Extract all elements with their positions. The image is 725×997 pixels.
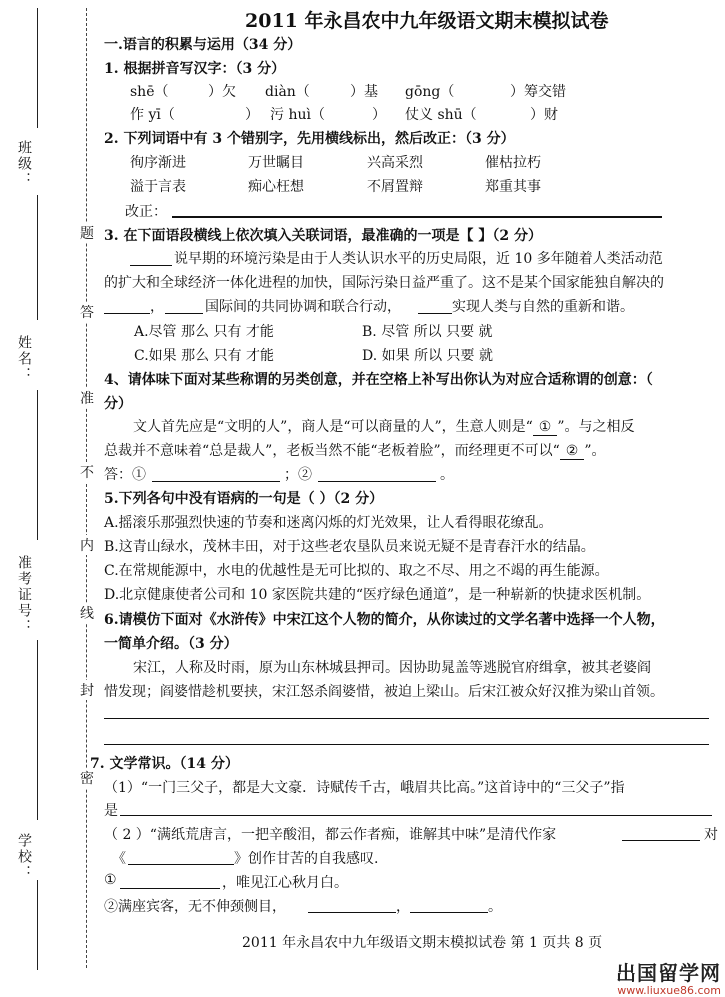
q7-s2-close: 》创作甘苦的自我感叹. bbox=[234, 851, 379, 867]
q3-passage-part: ， bbox=[150, 299, 164, 315]
q5-option-b[interactable]: B.这青山绿水，茂林丰田，对于这些老农垦队员来说无疑不是青春汗水的结晶。 bbox=[104, 539, 595, 555]
q2-word: 催枯拉朽 bbox=[485, 155, 541, 171]
q7-verse-blank-3[interactable] bbox=[410, 912, 488, 913]
q5-option-d[interactable]: D.北京健康使者公司和 10 家医院共建的“医疗绿色通道”，是一种崭新的快捷求医机制。 bbox=[104, 587, 651, 603]
seal-char-3: 线 bbox=[80, 603, 94, 623]
seal-char-4: 内 bbox=[80, 535, 94, 555]
binding-line-2 bbox=[37, 195, 38, 320]
q7-s2-to: 对 bbox=[704, 827, 718, 843]
q7-s4-end: 。 bbox=[488, 899, 502, 915]
q4-end: 。 bbox=[440, 467, 454, 483]
q7-answer-1[interactable] bbox=[120, 815, 712, 816]
page-footer: 2011 年永昌农中九年级语文期末模拟试卷 第 1 页共 8 页 bbox=[242, 935, 603, 951]
q1-item: shē（ bbox=[130, 84, 169, 100]
q6-answer-line-2[interactable] bbox=[104, 744, 709, 745]
q4-text: ”。与之相反 bbox=[557, 419, 635, 435]
binding-line-bottom bbox=[37, 880, 38, 970]
q1-item: 作 yī（ bbox=[130, 107, 175, 123]
q2-fix-label: 改正： bbox=[125, 204, 167, 220]
q7-s2: （ 2 ）“满纸荒唐言，一把辛酸泪，都云作者痴，谁解其中味”是清代作家 bbox=[104, 827, 557, 843]
q7-s1-cont: 是 bbox=[104, 803, 118, 819]
binding-line-3 bbox=[37, 390, 38, 540]
q2-heading: 2. 下列词语中有 3 个错别字，先用横线标出，然后改正：（3 分） bbox=[104, 131, 515, 147]
q1-item: diàn（ bbox=[265, 84, 310, 100]
q1-item: 污 huì（ bbox=[270, 107, 325, 123]
q2-word: 徇序渐进 bbox=[130, 155, 186, 171]
q7-book-blank[interactable] bbox=[128, 864, 234, 865]
q6-heading-cont: 一简单介绍。（3 分） bbox=[104, 636, 238, 652]
q6-passage-line: 惜发现；阎婆惜趁机要挟，宋江怒杀阎婆惜，被迫上梁山。后宋江被众好汉推为梁山首领。 bbox=[104, 684, 664, 700]
q4-separator: ；② bbox=[284, 467, 312, 483]
seal-dashed-line bbox=[86, 8, 87, 968]
q4-answer-1[interactable] bbox=[152, 481, 280, 482]
class-label: 班级： bbox=[16, 140, 32, 188]
school-label: 学校： bbox=[16, 833, 32, 881]
q5-option-c[interactable]: C.在常规能源中，水电的优越性是无可比拟的、取之不尽、用之不竭的再生能源。 bbox=[104, 563, 609, 579]
seal-char-2: 封 bbox=[80, 680, 94, 700]
q1-item: ）财 bbox=[530, 107, 558, 123]
q4-answer-2[interactable] bbox=[318, 481, 436, 482]
q7-verse-blank-2[interactable] bbox=[308, 912, 396, 913]
q1-item: ）基 bbox=[350, 84, 378, 100]
q4-passage-line bbox=[133, 416, 635, 436]
q4-marker-1: ① bbox=[533, 419, 558, 436]
q7-heading: 7. 文学常识。（14 分） bbox=[90, 756, 239, 772]
q4-passage-line bbox=[104, 440, 606, 460]
watermark-url: www.liuxue86.com bbox=[617, 984, 721, 997]
q2-word: 万世瞩目 bbox=[248, 155, 304, 171]
binding-line-top bbox=[37, 8, 38, 128]
seal-char-5: 不 bbox=[80, 462, 94, 482]
q7-author-blank[interactable] bbox=[622, 840, 700, 841]
q1-item: ） bbox=[372, 107, 386, 123]
page-title: 2011 年永昌农中九年级语文期末模拟试卷 bbox=[245, 10, 609, 32]
seal-char-6: 准 bbox=[80, 388, 94, 408]
q3-blank-3[interactable] bbox=[165, 313, 203, 314]
q1-heading: 1. 根据拼音写汉字：（3 分） bbox=[104, 61, 286, 77]
q7-verse-blank-1[interactable] bbox=[120, 888, 220, 889]
q2-answer-line[interactable] bbox=[172, 216, 662, 218]
q4-text: ”。 bbox=[584, 443, 606, 459]
q4-heading: 4、请体味下面对某些称谓的另类创意，并在空格上补写出你认为对应合适称谓的创意：（ bbox=[104, 372, 653, 388]
q3-passage-part: 实现人类与自然的重新和谐。 bbox=[452, 299, 634, 315]
binding-line-4 bbox=[37, 640, 38, 820]
q2-word: 兴高采烈 bbox=[367, 155, 423, 171]
q1-item: 仗义 shū（ bbox=[405, 107, 477, 123]
q7-s2-open: 《 bbox=[112, 851, 126, 867]
q2-word: 溢于言表 bbox=[130, 179, 186, 195]
q3-heading: 3. 在下面语段横线上依次填入关联词语，最准确的一项是【 】（2 分） bbox=[104, 228, 542, 244]
q1-item: ）筹交错 bbox=[510, 84, 566, 100]
exam-no-label: 准考证号： bbox=[16, 555, 32, 635]
q1-item: ）欠 bbox=[208, 84, 236, 100]
q1-item: ） bbox=[245, 107, 259, 123]
q4-heading-cont: 分） bbox=[104, 396, 132, 412]
q4-marker-2: ② bbox=[560, 443, 585, 460]
q4-text: 文人首先应是“文明的人”，商人是“可以商量的人”，生意人则是“ bbox=[133, 419, 533, 435]
q7-s1: （1）“一门三父子，都是大文豪．诗赋传千古，峨眉共比高。”这首诗中的“三父子”指 bbox=[104, 780, 625, 796]
q2-word: 不屑置辩 bbox=[367, 179, 423, 195]
q7-s3: ，唯见江心秋月白。 bbox=[222, 875, 348, 891]
q3-passage-line: 说早期的环境污染是由于人类认识水平的历史局限，近 10 多年随着人类活动范 bbox=[174, 251, 663, 267]
q3-blank-2[interactable] bbox=[104, 313, 150, 314]
q7-s3-marker: ① bbox=[104, 872, 117, 888]
q3-blank-1[interactable] bbox=[130, 265, 172, 266]
q5-option-a[interactable]: A.摇滚乐那强烈快速的节奏和迷离闪烁的灯光效果，让人看得眼花缭乱。 bbox=[104, 515, 553, 531]
q3-passage-line: 的扩大和全球经济一体化进程的加快，国际污染日益严重了。这不是某个国家能独自解决的 bbox=[104, 275, 664, 291]
q3-option-a[interactable]: A.尽管 那么 只有 才能 bbox=[134, 324, 274, 340]
q7-s4: ②满座宾客，无不伸颈侧目， bbox=[104, 899, 286, 915]
q3-blank-4[interactable] bbox=[418, 313, 452, 314]
q6-passage-line: 宋江，人称及时雨，原为山东林城县押司。因协助晁盖等逃脱官府缉拿，被其老婆阎 bbox=[133, 660, 651, 676]
q4-text: 总裁并不意味着“总是裁人”，老板当然不能“老板着脸”，而经理更不可以“ bbox=[104, 443, 560, 459]
q3-option-b[interactable]: B. 尽管 所以 只要 就 bbox=[362, 324, 493, 340]
seal-char-1: 密 bbox=[80, 768, 94, 788]
q3-option-c[interactable]: C.如果 那么 只有 才能 bbox=[134, 348, 275, 364]
q6-heading: 6.请模仿下面对《水浒传》中宋江这个人物的简介，从你读过的文学名著中选择一个人物， bbox=[104, 612, 665, 628]
seal-char-7: 答 bbox=[80, 302, 94, 322]
site-watermark bbox=[616, 962, 721, 997]
q7-s4-comma: ， bbox=[396, 899, 410, 915]
q2-word: 痴心枉想 bbox=[248, 179, 304, 195]
q4-answer-label: 答：① bbox=[104, 467, 146, 483]
q1-item: gōng（ bbox=[405, 84, 455, 100]
section-1-heading: 一.语言的积累与运用（34 分） bbox=[104, 37, 302, 53]
q2-word: 郑重其事 bbox=[485, 179, 541, 195]
name-label: 姓名： bbox=[16, 335, 32, 383]
q3-passage-part: 国际间的共同协调和联合行动， bbox=[205, 299, 401, 315]
q6-answer-line-1[interactable] bbox=[104, 718, 709, 719]
q3-option-d[interactable]: D. 如果 所以 只要 就 bbox=[362, 348, 493, 364]
watermark-brand: 出国留学网 bbox=[616, 961, 721, 985]
seal-char-8: 题 bbox=[80, 223, 94, 243]
q5-heading: 5.下列各句中没有语病的一句是（ ）（2 分） bbox=[104, 491, 384, 507]
